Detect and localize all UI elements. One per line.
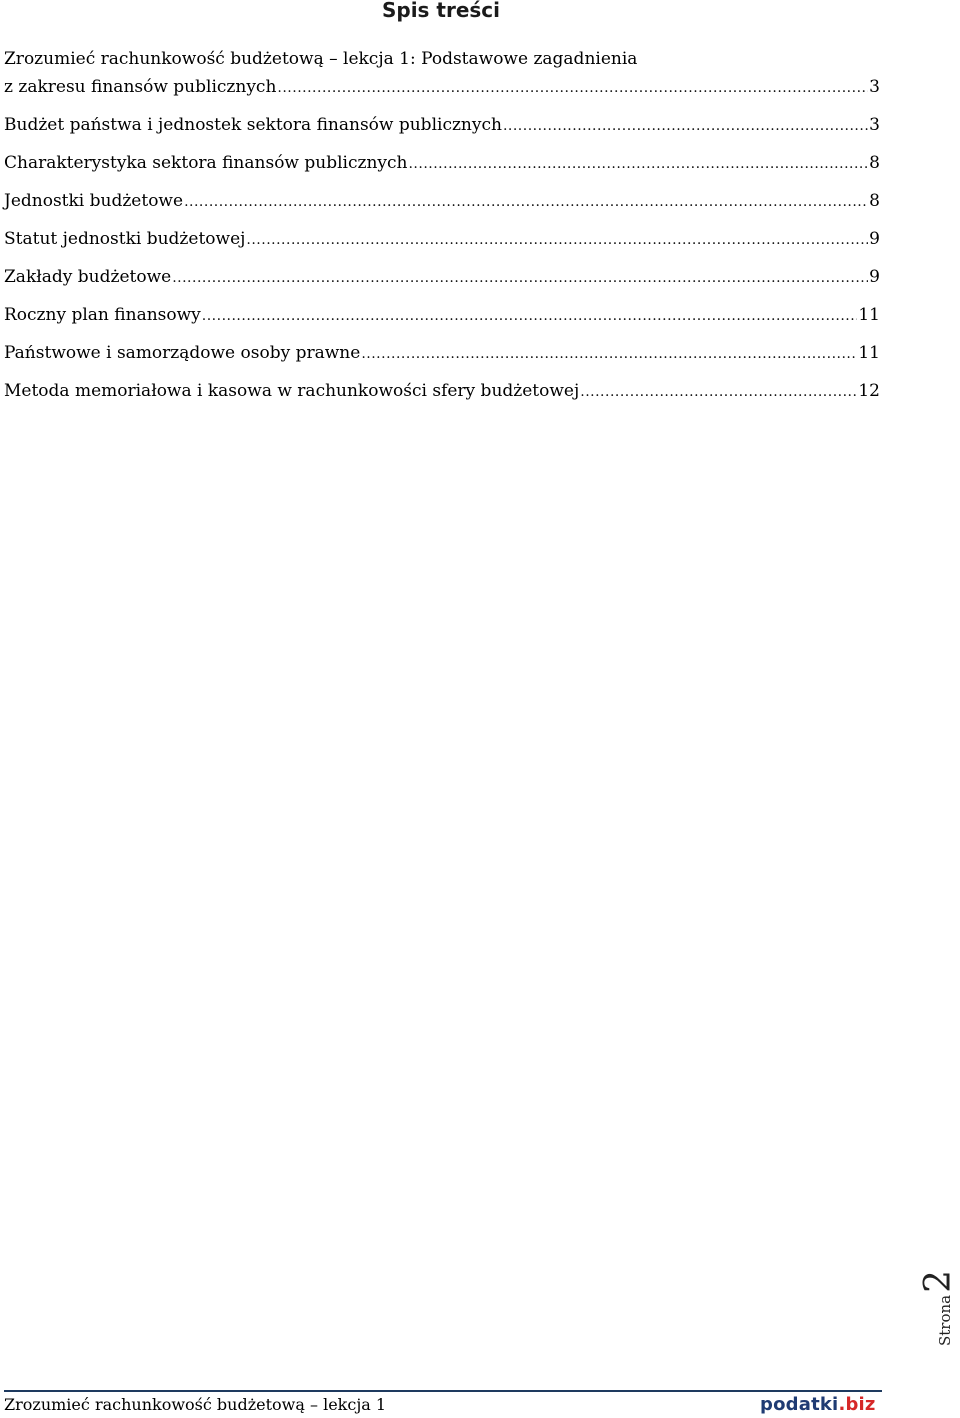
footer-logo — [760, 1394, 876, 1415]
footer-divider — [4, 1390, 882, 1392]
dot-leader — [503, 112, 868, 140]
dot-leader — [408, 150, 868, 178]
toc-page-number: 11 — [858, 343, 880, 363]
toc-entry[interactable] — [4, 149, 880, 187]
logo-text-domain: .biz — [838, 1394, 876, 1415]
toc-entry-title: Państwowe i samorządowe osoby prawne — [4, 343, 361, 363]
toc-entry[interactable] — [4, 263, 880, 301]
toc-entry[interactable] — [4, 187, 880, 225]
dot-leader — [277, 74, 868, 102]
dot-leader — [580, 378, 857, 406]
toc-title: Spis treści — [381, 0, 501, 22]
toc-page-number: 8 — [869, 153, 880, 173]
logo-text-main: podatki — [760, 1394, 839, 1415]
toc-entry[interactable] — [4, 339, 880, 377]
dot-leader — [246, 226, 868, 254]
dot-leader — [361, 340, 857, 368]
page-label: Strona — [936, 1294, 954, 1346]
dot-leader — [172, 264, 868, 292]
toc-entry-title: z zakresu finansów publicznych — [4, 77, 277, 97]
toc-entry-title: Charakterystyka sektora finansów publicznych — [4, 153, 408, 173]
table-of-contents — [4, 45, 880, 415]
toc-page-number: 11 — [858, 305, 880, 325]
dot-leader — [184, 188, 868, 216]
toc-entry[interactable] — [4, 45, 880, 111]
page-number-marker — [918, 1230, 960, 1346]
page-number: 2 — [918, 1269, 959, 1293]
toc-entry-title: Jednostki budżetowe — [4, 191, 184, 211]
dot-leader — [202, 302, 858, 330]
toc-entry-title: Statut jednostki budżetowej — [4, 229, 246, 249]
toc-entry-title: Roczny plan finansowy — [4, 305, 201, 325]
toc-entry-title-line1: Zrozumieć rachunkowość budżetową – lekcja 1: Podstawowe zagadnienia — [4, 49, 638, 69]
toc-page-number: 9 — [869, 229, 880, 249]
toc-page-number: 3 — [869, 77, 880, 97]
toc-page-number: 8 — [869, 191, 880, 211]
toc-entry[interactable] — [4, 111, 880, 149]
footer-document-title: Zrozumieć rachunkowość budżetową – lekcja 1 — [4, 1395, 387, 1414]
toc-entry-title: Metoda memoriałowa i kasowa w rachunkowości sfery budżetowej — [4, 381, 580, 401]
toc-entry[interactable] — [4, 301, 880, 339]
toc-entry-title: Budżet państwa i jednostek sektora finansów publicznych — [4, 115, 502, 135]
toc-page-number: 3 — [869, 115, 880, 135]
toc-entry-title: Zakłady budżetowe — [4, 267, 172, 287]
toc-page-number: 9 — [869, 267, 880, 287]
toc-page-number: 12 — [858, 381, 880, 401]
toc-entry[interactable] — [4, 377, 880, 415]
toc-entry[interactable] — [4, 225, 880, 263]
